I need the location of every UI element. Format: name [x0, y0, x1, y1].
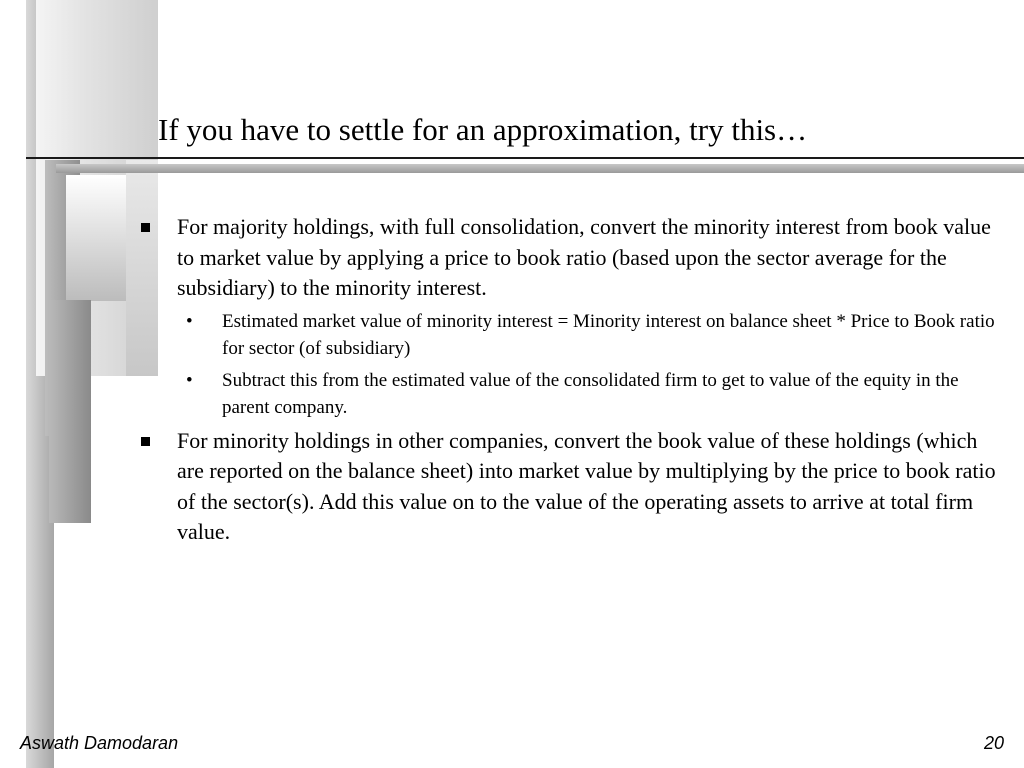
sub-bullet-item [138, 308, 998, 363]
footer-author: Aswath Damodaran [20, 733, 179, 753]
sub-bullet-text: Estimated market value of minority interest = Minority interest on balance sheet * Price to Book ratio for sector (of subsidiary) [222, 310, 995, 359]
sub-bullet-item [138, 367, 998, 422]
slide-body [138, 212, 998, 552]
bullet-text: For minority holdings in other companies, convert the book value of these holdings (which are reported on the balance sheet) into market value by multiplying by the price to book ratio of the sector(s). Add this value on to the value of the operating assets to arrive at total firm value. [177, 427, 996, 544]
bullet-item [138, 212, 998, 304]
title-divider-bar [56, 164, 1024, 173]
square-bullet-icon [141, 223, 150, 232]
dot-bullet-icon: • [186, 310, 193, 332]
decorative-bar [49, 300, 91, 523]
decorative-bar [66, 175, 126, 301]
bullet-text: For majority holdings, with full consolidation, convert the minority interest from book value to market value by applying a price to book ratio (based upon the sector average for the subsidiary) to the minority interest. [177, 214, 991, 300]
slide-title: If you have to settle for an approximation, try this… [158, 112, 808, 147]
bullet-item [138, 426, 998, 548]
title-divider [26, 157, 1024, 159]
sub-bullet-text: Subtract this from the estimated value of the consolidated firm to get to value of the equity in the parent company. [222, 369, 959, 418]
square-bullet-icon [141, 437, 150, 446]
dot-bullet-icon: • [186, 369, 193, 391]
page-number: 20 [983, 733, 1004, 753]
